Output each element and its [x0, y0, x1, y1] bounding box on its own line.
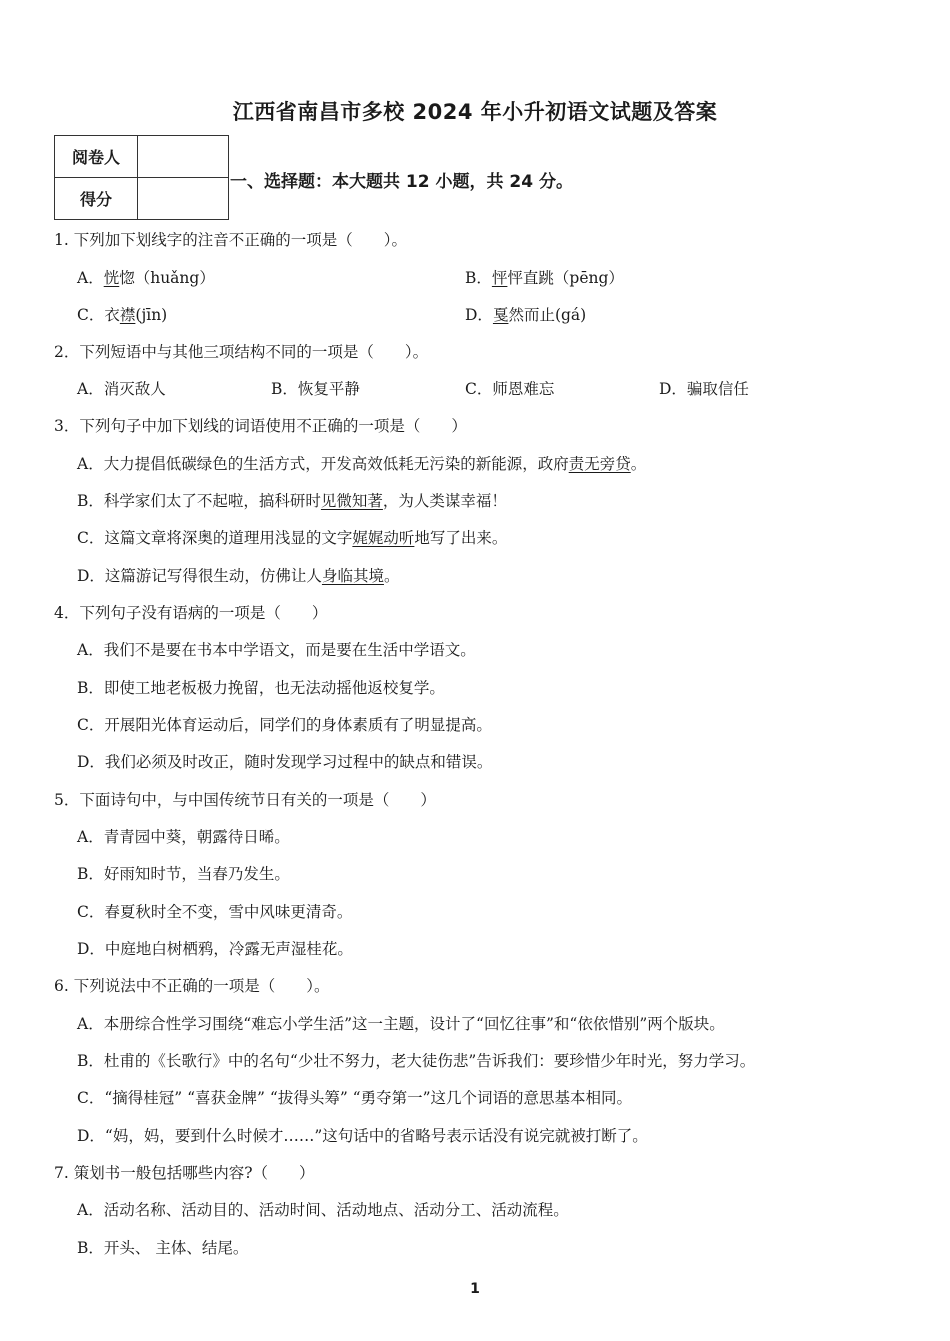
page-number: 1	[470, 1281, 480, 1297]
question-4-stem: 4．下列句子没有语病的一项是（ ）	[54, 604, 328, 622]
page-title: 江西省南昌市多校 2024 年小升初语文试题及答案	[232, 100, 718, 124]
question-6-option-b: B．杜甫的《长歌行》中的名句“少壮不努力，老大徒伤悲”告诉我们：要珍惜少年时光，努力学习。	[77, 1052, 756, 1070]
question-6-option-a: A．本册综合性学习围绕“难忘小学生活”这一主题，设计了“回忆往事”和“依依惜别”两个版块。	[77, 1015, 725, 1033]
question-2-option-a: A．消灭敌人	[77, 380, 166, 398]
section-heading: 一、选择题：本大题共 12 小题，共 24 分。	[230, 172, 573, 192]
reviewer-cell	[138, 136, 229, 178]
question-2-option-d: D．骗取信任	[659, 380, 749, 398]
question-2-option-c: C．师恩难忘	[465, 380, 555, 398]
question-1-option-a: A．恍惚（huǎng）	[77, 269, 215, 287]
question-4-option-d: D．我们必须及时改正，随时发现学习过程中的缺点和错误。	[77, 753, 493, 771]
question-6-option-d: D．“妈，妈，要到什么时候才……”这句话中的省略号表示话没有说完就被打断了。	[77, 1127, 648, 1145]
question-4-option-a: A．我们不是要在书本中学语文，而是要在生活中学语文。	[77, 641, 476, 659]
question-1-stem: 1. 下列加下划线字的注音不正确的一项是（ ）。	[54, 231, 407, 249]
question-7-option-b: B．开头、 主体、结尾。	[77, 1239, 249, 1257]
score-cell	[138, 178, 229, 220]
question-5-option-b: B．好雨知时节，当春乃发生。	[77, 865, 290, 883]
question-6-option-c: C．“摘得桂冠” “喜获金牌” “拔得头筹” “勇夺第一”这几个词语的意思基本相同。	[77, 1089, 633, 1107]
question-6-stem: 6. 下列说法中不正确的一项是（ ）。	[54, 977, 330, 995]
question-5-option-c: C．春夏秋时全不变，雪中风味更清奇。	[77, 903, 353, 921]
question-7-option-a: A．活动名称、活动目的、活动时间、活动地点、活动分工、活动流程。	[77, 1201, 569, 1219]
question-1-option-c: C．衣襟(jīn)	[77, 306, 168, 324]
question-2-stem: 2．下列短语中与其他三项结构不同的一项是（ ）。	[54, 343, 429, 361]
score-table	[54, 135, 229, 220]
question-1-option-d: D．戛然而止(gá)	[465, 306, 587, 324]
question-5-stem: 5．下面诗句中，与中国传统节日有关的一项是（ ）	[54, 791, 436, 809]
reviewer-label: 阅卷人	[55, 136, 138, 178]
question-7-stem: 7. 策划书一般包括哪些内容?（ ）	[54, 1164, 315, 1182]
question-4-option-b: B．即使工地老板极力挽留，也无法动摇他返校复学。	[77, 679, 445, 697]
question-3-stem: 3．下列句子中加下划线的词语使用不正确的一项是（ ）	[54, 417, 467, 435]
question-4-option-c: C．开展阳光体育运动后，同学们的身体素质有了明显提高。	[77, 716, 492, 734]
question-1-option-b: B．怦怦直跳（pēng）	[465, 269, 624, 287]
question-3-option-b: B．科学家们太了不起啦，搞科研时见微知著，为人类谋幸福！	[77, 492, 507, 510]
question-3-option-d: D．这篇游记写得很生动，仿佛让人身临其境。	[77, 567, 400, 585]
question-5-option-a: A．青青园中葵，朝露待日晞。	[77, 828, 290, 846]
question-2-option-b: B．恢复平静	[271, 380, 360, 398]
question-5-option-d: D．中庭地白树栖鸦，冷露无声湿桂花。	[77, 940, 353, 958]
question-3-option-c: C．这篇文章将深奥的道理用浅显的文字娓娓动听地写了出来。	[77, 529, 508, 547]
score-label: 得分	[55, 178, 138, 220]
question-3-option-a: A．大力提倡低碳绿色的生活方式，开发高效低耗无污染的新能源，政府责无旁贷。	[77, 455, 647, 473]
